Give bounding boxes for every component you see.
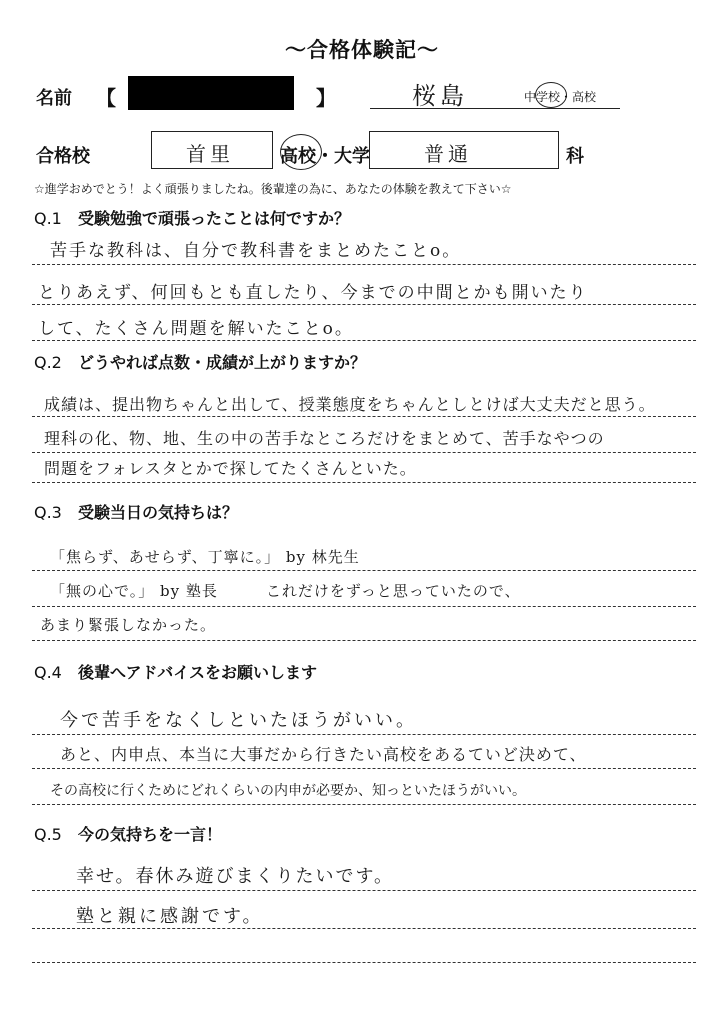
name-bracket-open: 【: [96, 86, 116, 110]
answer-4-line-1: 今で苦手をなくしといたほうがいい。: [60, 710, 417, 731]
rule-line: [32, 890, 696, 891]
answer-5-line-1: 幸せ。春休み遊びまくりたいです。: [76, 866, 395, 887]
answer-4-line-3: その高校に行くためにどれくらいの内申が必要か、知っといたほうがいい。: [50, 783, 526, 799]
answer-3-line-3: あまり緊張しなかった。: [40, 616, 217, 634]
question-3-number: Q.3: [34, 503, 62, 522]
answer-5-line-2: 塾と親に感謝です。: [76, 906, 264, 927]
question-1: [34, 206, 350, 229]
answer-2-line-2: 理科の化、物、地、生の中の苦手なところだけをまとめて、苦手なやつの: [44, 429, 605, 448]
answer-3-line-1: 「焦らず、あせらず、丁寧に。」 by 林先生: [50, 548, 360, 566]
rule-line: [32, 570, 696, 571]
question-1-text: 受験勉強で頑張ったことは何ですか？: [78, 209, 351, 228]
rule-line: [32, 452, 696, 453]
rule-line: [32, 340, 696, 341]
question-5-number: Q.5: [34, 825, 62, 844]
school-handwritten: 桜島: [412, 82, 468, 110]
redacted-name: [128, 76, 294, 110]
answer-4-line-2: あと、内申点、本当に大事だから行きたい高校をあるていど決めて、: [60, 745, 587, 764]
name-underline: [370, 108, 620, 109]
intro-note: ☆進学おめでとう！よく頑張りましたね。後輩達の為に、あなたの体験を教えて下さい☆: [34, 182, 512, 196]
school-type-label: 中学校・高校: [524, 90, 597, 104]
rule-line: [32, 962, 696, 963]
answer-1-line-1: 苦手な教科は、自分で教科書をまとめたことo。: [50, 241, 462, 261]
question-3: [34, 500, 238, 523]
rule-line: [32, 304, 696, 305]
rule-line: [32, 416, 696, 417]
question-2-text: どうやれば点数・成績が上がりますか？: [78, 353, 367, 372]
answer-2-line-3: 問題をフォレスタとかで探してたくさんといた。: [44, 459, 417, 478]
rule-line: [32, 928, 696, 929]
course-suffix: 科: [566, 146, 584, 167]
question-2: [34, 350, 366, 373]
name-label: 名前: [36, 88, 72, 109]
rule-line: [32, 264, 696, 265]
school-name: 首里: [186, 142, 234, 166]
question-5-text: 今の気持ちを一言！: [78, 825, 223, 844]
question-3-text: 受験当日の気持ちは？: [78, 503, 239, 522]
rule-line: [32, 734, 696, 735]
question-1-number: Q.1: [34, 209, 62, 228]
rule-line: [32, 640, 696, 641]
page-title: 〜合格体験記〜: [285, 38, 439, 62]
question-5: [34, 822, 222, 845]
course-name: 普通: [424, 142, 472, 166]
answer-1-line-3: して、たくさん問題を解いたことo。: [38, 319, 354, 339]
question-4: [34, 660, 317, 683]
question-4-text: 後輩へアドバイスをお願いします: [78, 663, 318, 682]
answer-2-line-1: 成績は、提出物ちゃんと出して、授業態度をちゃんとしとけば大丈夫だと思う。: [44, 395, 656, 414]
name-bracket-close: 】: [316, 86, 336, 110]
rule-line: [32, 482, 696, 483]
rule-line: [32, 606, 696, 607]
answer-3-line-2: 「無の心で。」 by 塾長 これだけをずっと思っていたので、: [50, 582, 521, 600]
passed-school-label: 合格校: [36, 146, 90, 167]
question-4-number: Q.4: [34, 663, 62, 682]
school-type: 高校・大学: [280, 146, 370, 167]
rule-line: [32, 804, 696, 805]
question-2-number: Q.2: [34, 353, 62, 372]
rule-line: [32, 768, 696, 769]
answer-1-line-2: とりあえず、何回もとも直したり、今までの中間とかも開いたり: [38, 283, 588, 303]
